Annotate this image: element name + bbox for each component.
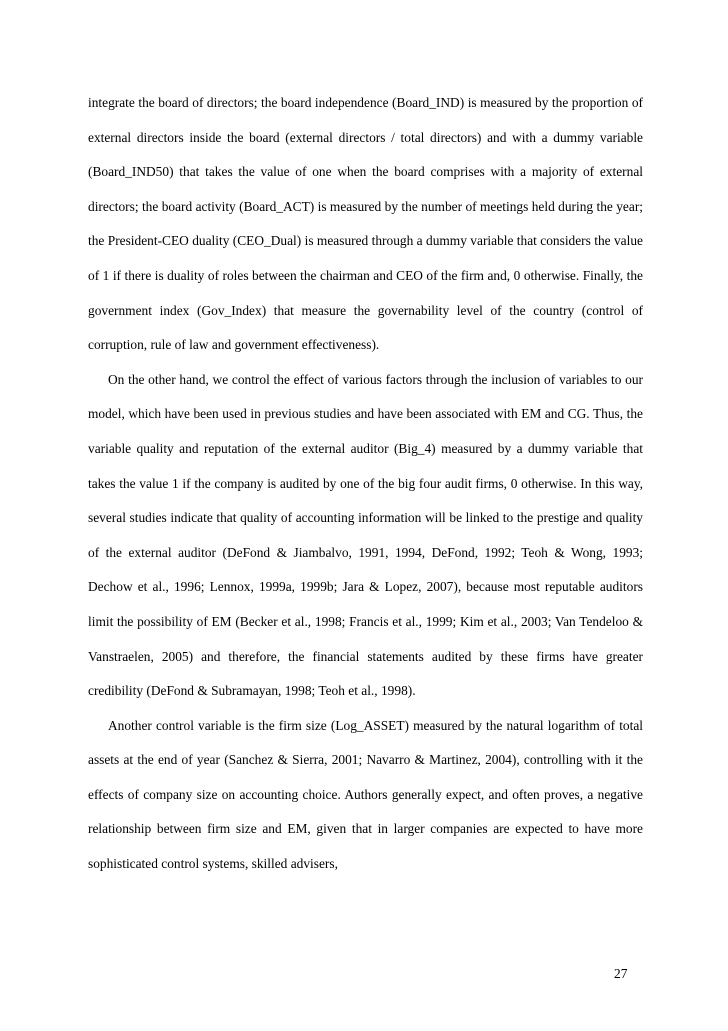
body-text [88, 86, 643, 882]
paragraph-firm-size: Another control variable is the firm size (Log_ASSET) measured by the natural logarithm of total assets at the end of year (Sanchez & Sierra, 2001; Navarro & Martinez, 2004), controlling with it the effects of company size on accounting choice. Authors generally expect, and often proves, a negative relationship between firm size and EM, given that in larger companies are expected to have more sophisticated control systems, skilled advisers, [88, 717, 643, 872]
page-number: 27 [614, 966, 628, 981]
paragraph-board-variables: integrate the board of directors; the board independence (Board_IND) is measured by the proportion of external directors inside the board (external directors / total directors) and with a dummy variable (Board_IND50) that takes the value of one when the board comprises with a majority of external directors; the board activity (Board_ACT) is measured by the number of meetings held during the year; the President-CEO duality (CEO_Dual) is measured through a dummy variable that considers the value of 1 if there is duality of roles between the chairman and CEO of the firm and, 0 otherwise. Finally, the government index (Gov_Index) that measure the governability level of the country (control of corruption, rule of law and government effectiveness). [88, 95, 643, 353]
paragraph-control-variables: On the other hand, we control the effect of various factors through the inclusion of variables to our model, which have been used in previous studies and have been associated with EM and CG. Thus, the variable quality and reputation of the external auditor (Big_4) measured by a dummy variable that takes the value 1 if the company is audited by one of the big four audit firms, 0 otherwise. In this way, several studies indicate that quality of accounting information will be linked to the prestige and quality of the external auditor (DeFond & Jiambalvo, 1991, 1994, DeFond, 1992; Teoh & Wong, 1993; Dechow et al., 1996; Lennox, 1999a, 1999b; Jara & Lopez, 2007), because most reputable auditors limit the possibility of EM (Becker et al., 1998; Francis et al., 1999; Kim et al., 2003; Van Tendeloo & Vanstraelen, 2005) and therefore, the financial statements audited by these firms have greater credibility (DeFond & Subramayan, 1998; Teoh et al., 1998). [88, 371, 643, 699]
